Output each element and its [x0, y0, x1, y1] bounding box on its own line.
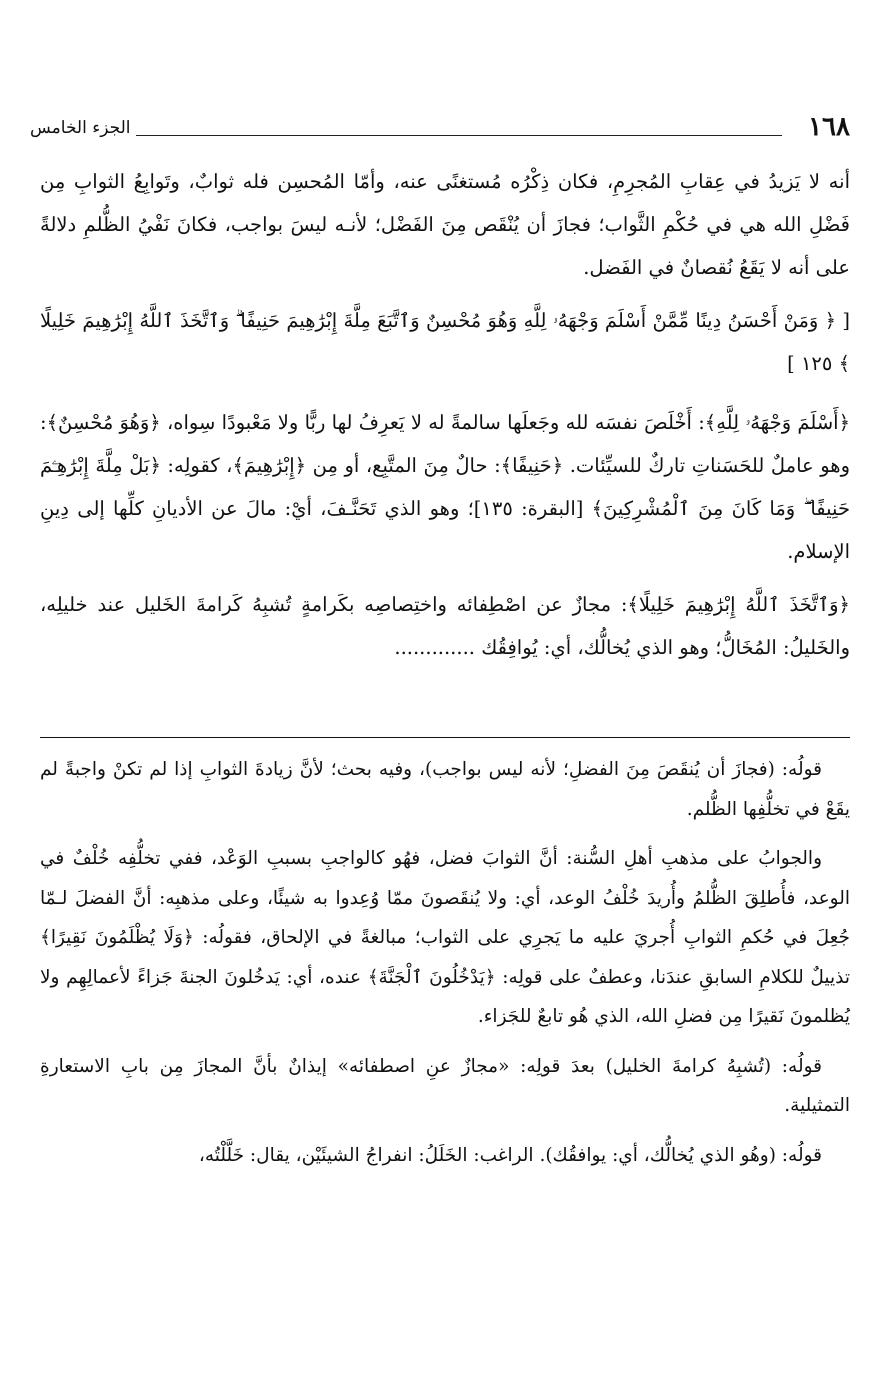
- note-4: قولُه: (وهُو الذي يُخالُّك، أي: يوافقُك). الراغب: الخَلَلُ: انفراجُ الشيئَيْن، يقال: خَلَّلْتُه،: [198, 1144, 822, 1166]
- main-paragraph-3-text: ﴿وَٱتَّخَذَ ٱللَّهُ إِبْرَٰهِيمَ خَلِيلًا﴾: مجازٌ عن اصْطِفائه واختِصاصِه بكَرامةٍ تُشبِهُ كَرامةَ الخَليل عند خليلِه، والخَليلُ: المُخَالُّ؛ وهو الذي يُخالُّك، أي: يُوافِقُك: [40, 593, 850, 659]
- header-rule: [136, 135, 782, 136]
- main-text: [40, 160, 850, 679]
- main-paragraph-2: ﴿أَسْلَمَ وَجْهَهُۥ لِلَّهِ﴾: أَخْلَصَ نفسَه لله وجَعلَها سالمةً له لا يَعرِفُ لها ربًّا ولا مَعْبودًا سِواه، ﴿وَهُوَ مُحْسِنٌ﴾: وهو عاملٌ للحَسَناتِ تاركٌ للسيِّئات. ﴿حَنِيفًا﴾: حالٌ مِنَ المتَّبِع، أو مِن ﴿إِبْرَٰهِيمَ﴾، كقولِه: ﴿بَلْ مِلَّةَ إِبْرَٰهِـۧمَ حَنِيفًا ۖ وَمَا كَانَ مِنَ ٱلْمُشْرِكِينَ﴾ [البقرة: ١٣٥]؛ وهو الذي تَحَنَّـفَ، أيْ: مالَ عن الأديانِ كلِّها إلى دِينِ الإسلام.: [40, 411, 850, 563]
- main-paragraph-1: أنه لا يَزيدُ في عِقابِ المُجرِمِ، فكان ذِكْرُه مُستغنًى عنه، وأمّا المُحسِن فله ثوابٌ، وتَوابِعُ الثوابِ مِن فَضْلِ الله هي في حُكْمِ الثَّواب؛ فجازَ أن يُنْقَص مِنَ الفَضْل؛ لأنـه ليسَ بواجب، فكانَ نَفْيُ الظُّلمِ دلالةً على أنه لا يَقَعُ نُقصانٌ في الفَضل.: [40, 170, 850, 279]
- footnote-divider: [40, 737, 850, 738]
- page-number: ١٦٨: [808, 112, 850, 142]
- quran-verse: [ ﴿ وَمَنْ أَحْسَنُ دِينًا مِّمَّنْ أَسْلَمَ وَجْهَهُۥ لِلَّهِ وَهُوَ مُحْسِنٌ وَٱتَّبَعَ مِلَّةَ إِبْرَٰهِيمَ حَنِيفًا ۗ وَٱتَّخَذَ ٱللَّهُ إِبْرَٰهِيمَ خَلِيلًا ﴾ ١٢٥ ]: [40, 309, 850, 375]
- running-title: الجزء الخامس: [30, 118, 131, 138]
- note-2: والجوابُ على مذهبِ أهلِ السُّنة: أنَّ الثوابَ فضل، فهُو كالواجبِ بسببِ الوَعْد، ففي تخلُّفِه خُلْفٌ في الوعد، فأُطلِقَ الظُّلمُ وأُريدَ خُلْفُ الوعد، أي: ولا يُنقَصونَ ممّا وُعِدوا به شيئًا، وعلى مذهبِه: أنَّ الفضلَ لـمّا جُعِلَ في حُكمِ الثوابِ أُجريَ عليه ما يَجرِي على الثواب؛ مبالغةً في الإلحاق، فقولُه: ﴿وَلَا يُظْلَمُونَ نَقِيرًا﴾ تذييلٌ للكلامِ السابقِ عندَنا، وعطفٌ على قولِه: ﴿يَدْخُلُونَ ٱلْجَنَّةَ﴾ عنده، أي: يَدخُلونَ الجنةَ جَزاءً لأعمالِهِم ولا يُظلمونَ نَقيرًا مِن فضلِ الله، الذي هُو تابعٌ للجَزاء.: [40, 848, 850, 1027]
- continuation-dots: .............: [394, 636, 475, 659]
- page-header: [30, 112, 850, 152]
- note-1: قولُه: (فجازَ أن يُنقَصَ مِنَ الفضلِ؛ لأنه ليس بواجب)، وفيه بحث؛ لأنَّ زيادةَ الثوابِ إذا لم تكنْ واجبةً لم يقَعْ في تخلُّفِها الظُّلم.: [40, 759, 850, 820]
- commentary-notes: [40, 750, 850, 1185]
- main-paragraph-3: [40, 583, 850, 669]
- note-3: قولُه: (تُشبِهُ كرامةَ الخليل) بعدَ قولِه: «مجازٌ عنِ اصطفائه» إيذانٌ بأنَّ المجازَ مِن بابِ الاستعارةِ التمثيلية.: [40, 1055, 850, 1116]
